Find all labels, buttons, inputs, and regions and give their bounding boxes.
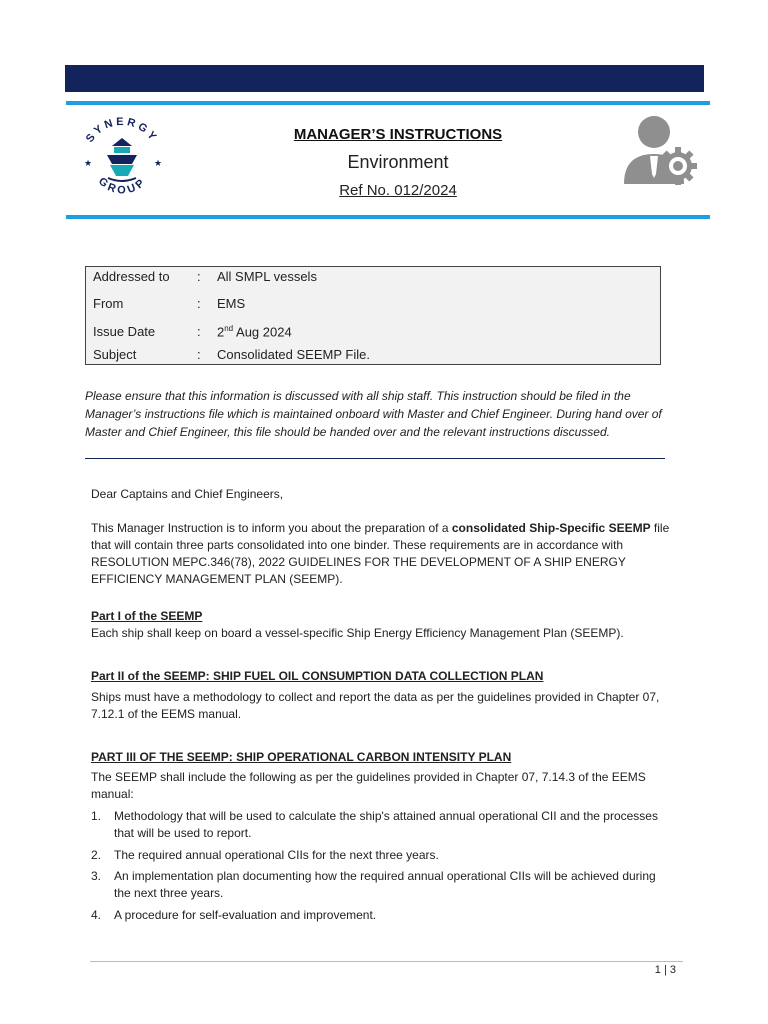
greeting: Dear Captains and Chief Engineers,: [91, 487, 284, 501]
logo-top-text: SYNERGY: [83, 115, 161, 145]
info-label: From: [93, 296, 124, 311]
part1-heading: Part I of the SEEMP: [91, 609, 203, 623]
list-text: An implementation plan documenting how the required annual operational CIIs will be achieved during the next three years.: [114, 869, 656, 900]
logo-star-right: ★: [154, 158, 163, 168]
info-label: Subject: [93, 347, 137, 362]
section-divider: [85, 458, 665, 459]
info-value: EMS: [217, 296, 246, 311]
info-value-date: [217, 324, 292, 339]
logo-star-left: ★: [84, 158, 93, 168]
issue-day-suffix: nd: [224, 324, 234, 333]
part3-text: The SEEMP shall include the following as per the guidelines provided in Chapter 07, 7.14.3 of the EEMS manual:: [91, 770, 646, 801]
list-text: The required annual operational CIIs for the next three years.: [114, 848, 439, 862]
svg-text:GROUP: [96, 175, 149, 196]
intro-text-end: file that will contain three parts consolidated into one binder. These requirements are in accordance with RESOLUTION MEPC.346(78), 2022 GUIDELINES FOR THE DEVELOPMENT OF A SHIP ENERGY EFFICIENCY MANAGEMENT PLAN (SEEMP).: [91, 521, 670, 586]
part1-text: Each ship shall keep on board a vessel-specific Ship Energy Efficiency Management Plan (SEEMP).: [91, 626, 624, 640]
list-number: 1.: [91, 809, 102, 823]
list-number: 3.: [91, 869, 102, 883]
header-bottom-rule: [66, 215, 710, 219]
header-top-bar: [65, 65, 704, 92]
intro-paragraph: [91, 520, 691, 588]
person-gear-icon: [620, 112, 702, 188]
issue-day: 2: [217, 324, 225, 340]
list-number: 2.: [91, 848, 102, 862]
list-number: 4.: [91, 908, 102, 922]
info-label: Issue Date: [93, 324, 156, 339]
info-colon: :: [197, 347, 201, 362]
info-value: All SMPL vessels: [217, 269, 317, 284]
filing-note: Please ensure that this information is discussed with all ship staff. This instruction should be filed in the Manager’s instructions file which is maintained onboard with Master and Chief Engineer. During hand over of Master and Chief Engineer, this file should be handed over and the relevant instructions discussed.: [85, 389, 662, 439]
logo-bottom-text: GROUP: [95, 175, 150, 197]
info-value: Consolidated SEEMP File.: [217, 347, 370, 362]
list-text: A procedure for self-evaluation and improvement.: [114, 908, 377, 922]
info-colon: :: [197, 269, 201, 284]
intro-text-start: This Manager Instruction is to inform you about the preparation of a: [91, 521, 452, 535]
issue-month-year: Aug 2024: [233, 324, 292, 340]
intro-bold: consolidated Ship-Specific SEEMP: [451, 521, 651, 535]
part2-text: Ships must have a methodology to collect and report the data as per the guidelines provided in Chapter 07, 7.12.1 of the EEMS manual.: [91, 690, 660, 721]
info-colon: :: [197, 324, 201, 339]
info-label: Addressed to: [93, 269, 170, 284]
part2-heading: Part II of the SEEMP: SHIP FUEL OIL CONSUMPTION DATA COLLECTION PLAN: [91, 669, 544, 683]
page-title: MANAGER’S INSTRUCTIONS: [293, 126, 503, 143]
page-number: 1 | 3: [654, 964, 676, 976]
list-text: Methodology that will be used to calculate the ship's attained annual operational CII and the processes that will be used to report.: [114, 809, 658, 840]
company-logo: [70, 108, 175, 210]
part3-heading: PART III OF THE SEEMP: SHIP OPERATIONAL CARBON INTENSITY PLAN: [91, 750, 512, 764]
header-top-rule: [66, 101, 710, 105]
page-subtitle: Environment: [347, 152, 449, 172]
info-table: [85, 266, 661, 365]
footer-rule: [90, 961, 683, 962]
info-colon: :: [197, 296, 201, 311]
ship-logo-icon: [107, 138, 137, 181]
reference-number: Ref No. 012/2024: [339, 182, 457, 199]
